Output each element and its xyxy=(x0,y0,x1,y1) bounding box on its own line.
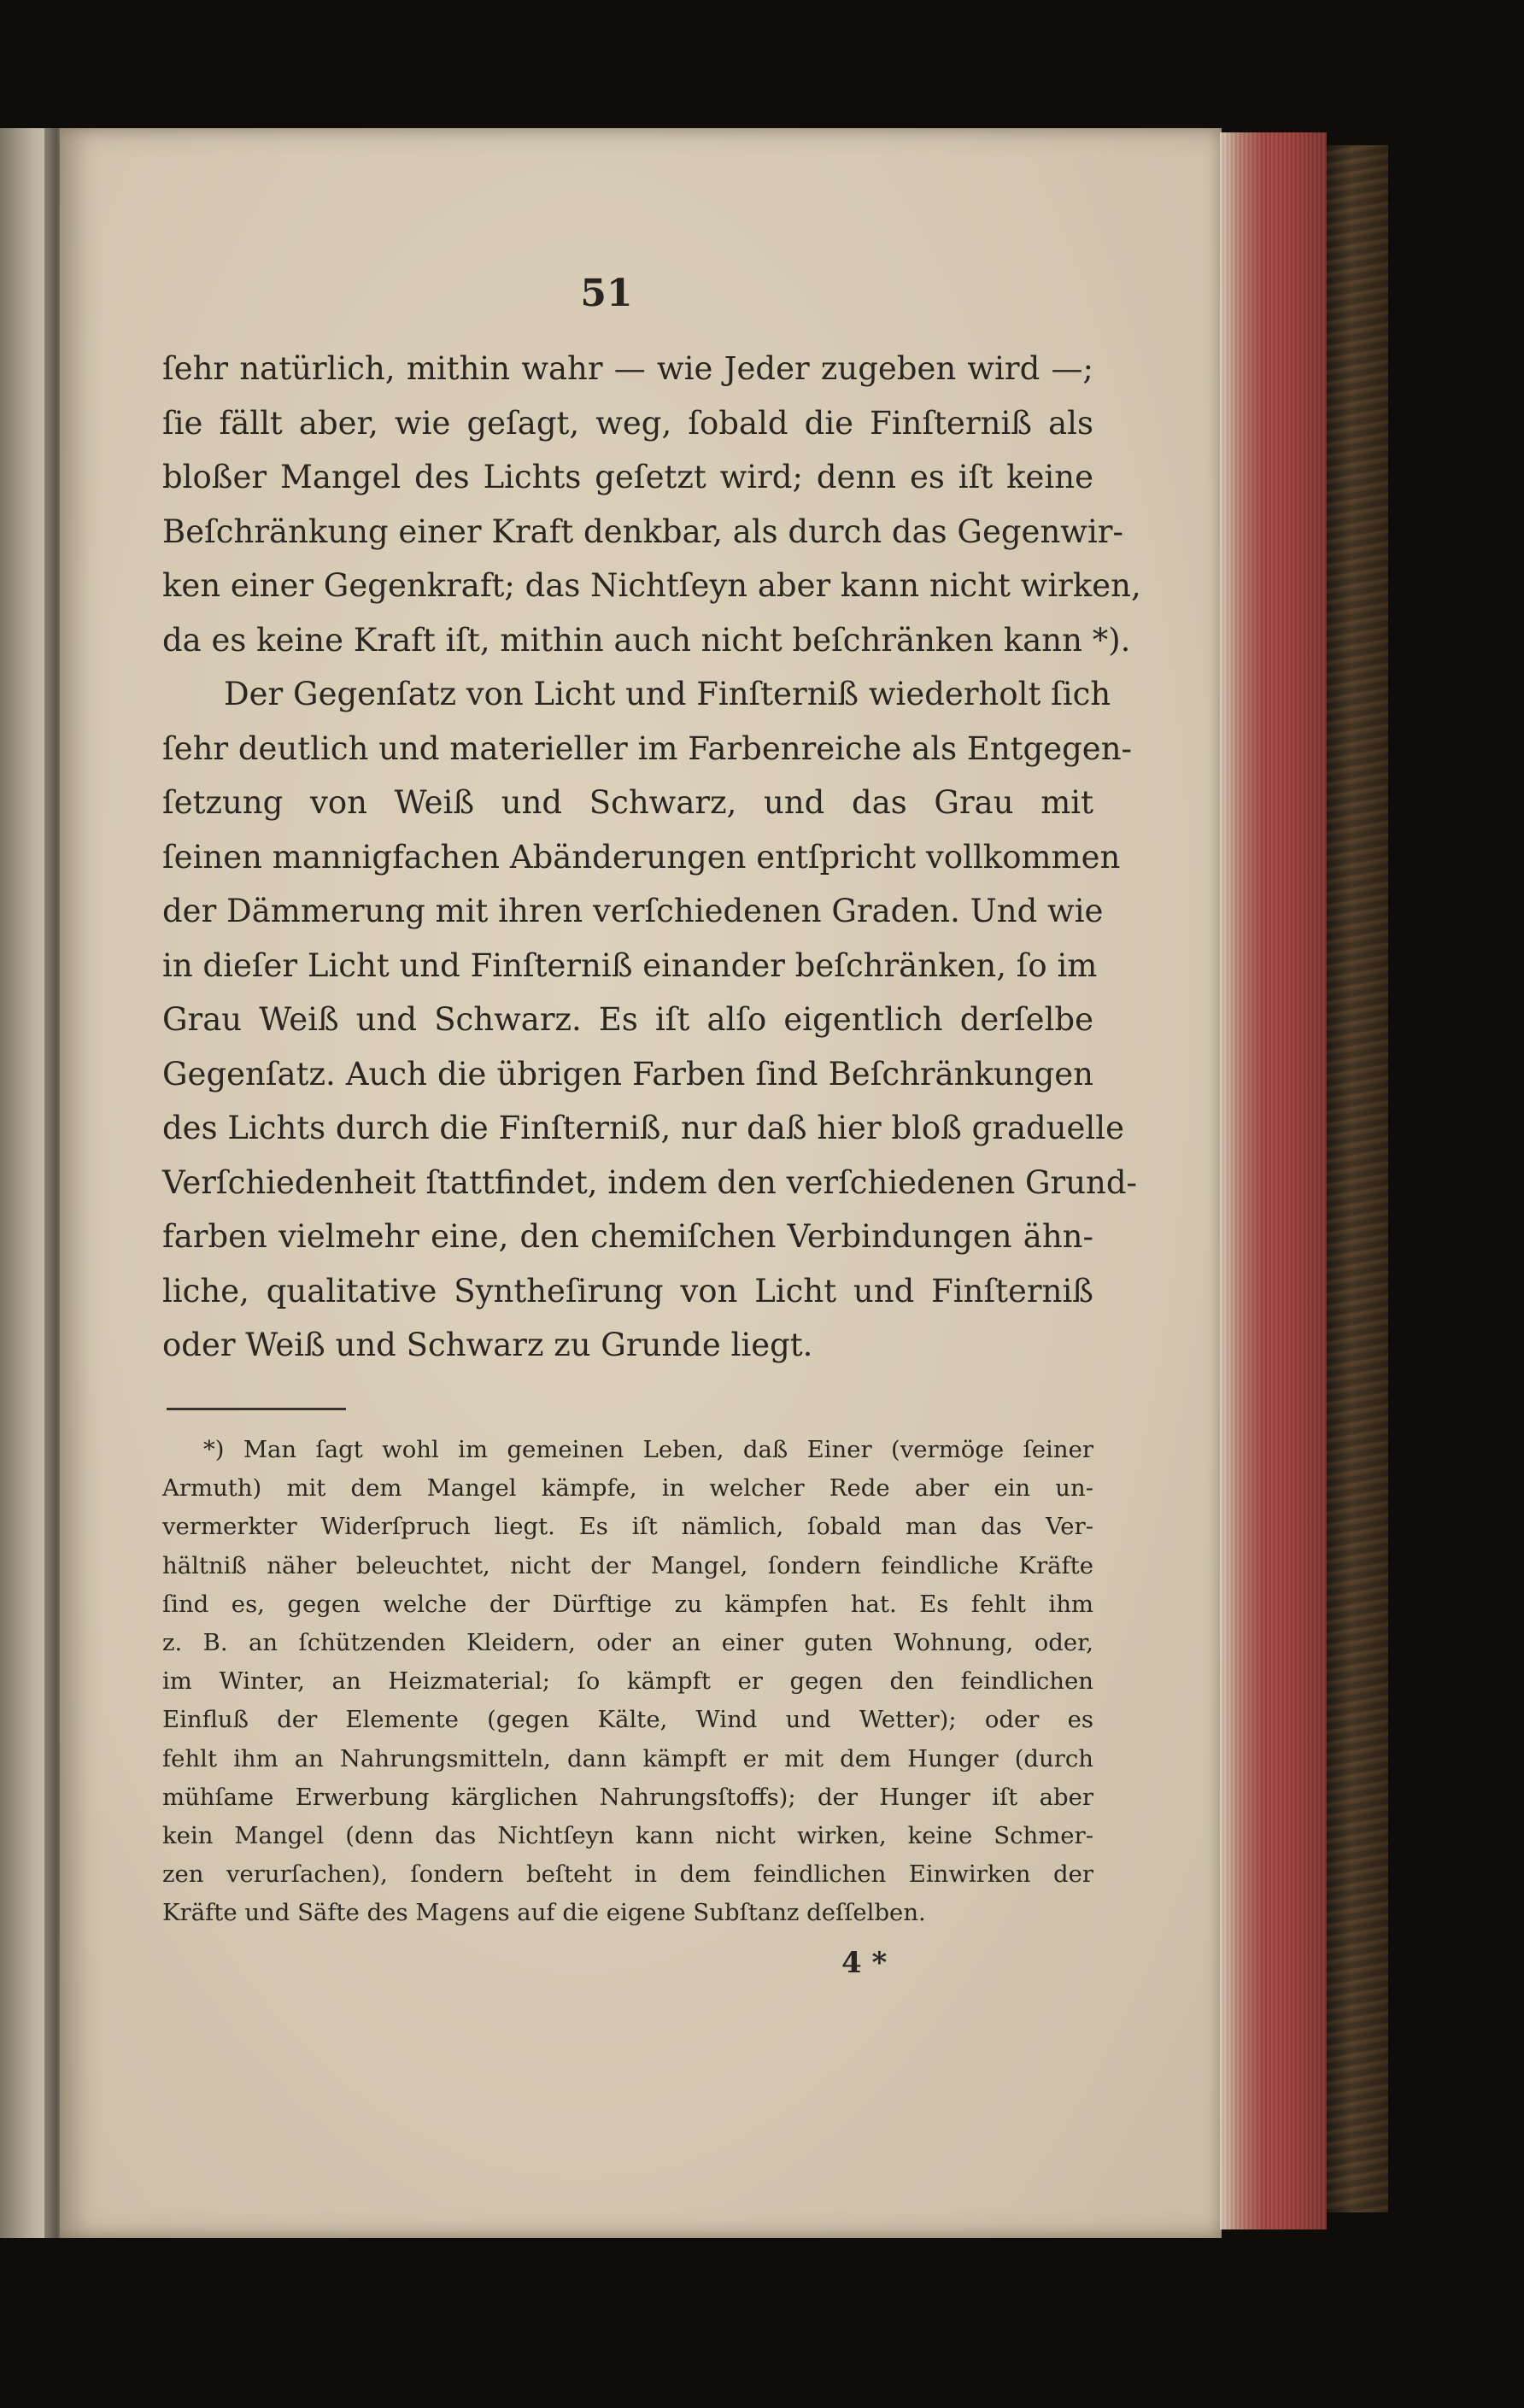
footnote-line: fehlt ihm an Nahrungsmitteln, dann kämpft er mit dem Hunger (durch xyxy=(162,1744,1093,1772)
book-cover-board xyxy=(1327,145,1388,2212)
body-line: farben vielmehr eine, den chemiſchen Verbindungen ähn- xyxy=(162,1218,1093,1255)
body-line: bloßer Mangel des Lichts geſetzt wird; denn es iſt keine xyxy=(162,459,1093,495)
body-line: Gegenſatz. Auch die übrigen Farben ſind Beſchränkungen xyxy=(162,1055,1093,1093)
footnote-text xyxy=(162,1431,1093,1932)
footnote-line: Einfluß der Elemente (gegen Kälte, Wind und Wetter); oder es xyxy=(162,1706,1093,1734)
body-line: ſetzung von Weiß und Schwarz, und das Grau mit xyxy=(162,784,1093,821)
footnote-line: mühſame Erwerbung kärglichen Nahrungsſtoffs); der Hunger iſt aber xyxy=(162,1783,1093,1811)
body-line: Verſchiedenheit ſtattfindet, indem den verſchiedenen Grund- xyxy=(162,1163,1138,1201)
body-line: liche, qualitative Syntheſirung von Licht und Finſterniß xyxy=(162,1272,1093,1309)
body-line: ſehr natürlich, mithin wahr — wie Jeder zugeben wird —; xyxy=(162,350,1093,387)
body-line: Beſchränkung einer Kraft denkbar, als durch das Gegenwir- xyxy=(162,513,1123,550)
body-line: ken einer Gegenkraft; das Nichtſeyn aber kann nicht wirken, xyxy=(162,567,1141,604)
footnote-line: *) Man ſagt wohl im gemeinen Leben, daß Einer (vermöge ſeiner xyxy=(203,1436,1093,1463)
footnote-line: kein Mangel (denn das Nichtſeyn kann nicht wirken, keine Schmer- xyxy=(162,1821,1093,1849)
body-line: der Dämmerung mit ihren verſchiedenen Graden. Und wie xyxy=(162,893,1104,929)
footnote-rule xyxy=(167,1408,346,1410)
signature-mark: 4 * xyxy=(841,1946,888,1980)
footnote-line: zen verurſachen), ſondern beſteht in dem feindlichen Einwirken der xyxy=(162,1860,1093,1889)
page-block-red-edge xyxy=(1220,132,1327,2229)
footnote-line: im Winter, an Heizmaterial; ſo kämpft er gegen den feindlichen xyxy=(162,1667,1093,1696)
body-line: da es keine Kraft iſt, mithin auch nicht beſchränken kann *). xyxy=(162,621,1131,659)
footnote-line: hältniß näher beleuchtet, nicht der Mangel, ſondern feindliche Kräfte xyxy=(162,1551,1093,1579)
footnote-line: ſind es, gegen welche der Dürftige zu kämpfen hat. Es fehlt ihm xyxy=(162,1590,1093,1618)
footnote-line: vermerkter Widerſpruch liegt. Es iſt nämlich, ſobald man das Ver- xyxy=(162,1513,1093,1541)
body-text xyxy=(162,342,1141,1373)
body-line: Grau Weiß und Schwarz. Es iſt alſo eigentlich derſelbe xyxy=(162,1001,1093,1038)
footnote-line: Armuth) mit dem Mangel kämpfe, in welcher Rede aber ein un- xyxy=(162,1474,1093,1503)
body-line: ſehr deutlich und materieller im Farbenreiche als Entgegen- xyxy=(162,729,1133,767)
body-line: oder Weiß und Schwarz zu Grunde liegt. xyxy=(162,1327,813,1363)
footnote-line: Kräfte und Säfte des Magens auf die eigene Subſtanz deſſelben. xyxy=(162,1899,926,1927)
body-line: Der Gegenſatz von Licht und Finſterniß wiederholt ſich xyxy=(224,676,1111,712)
footnote-line: z. B. an ſchützenden Kleidern, oder an einer guten Wohnung, oder, xyxy=(162,1628,1093,1656)
body-line: ſie fällt aber, wie geſagt, weg, ſobald die Finſterniß als xyxy=(162,404,1093,442)
body-line: ſeinen mannigfachen Abänderungen entſpricht vollkommen xyxy=(162,838,1121,876)
page-number: 51 xyxy=(580,272,633,315)
body-line: in dieſer Licht und Finſterniß einander beſchränken, ſo im xyxy=(162,946,1098,984)
body-line: des Lichts durch die Finſterniß, nur daß hier bloß graduelle xyxy=(162,1110,1124,1146)
